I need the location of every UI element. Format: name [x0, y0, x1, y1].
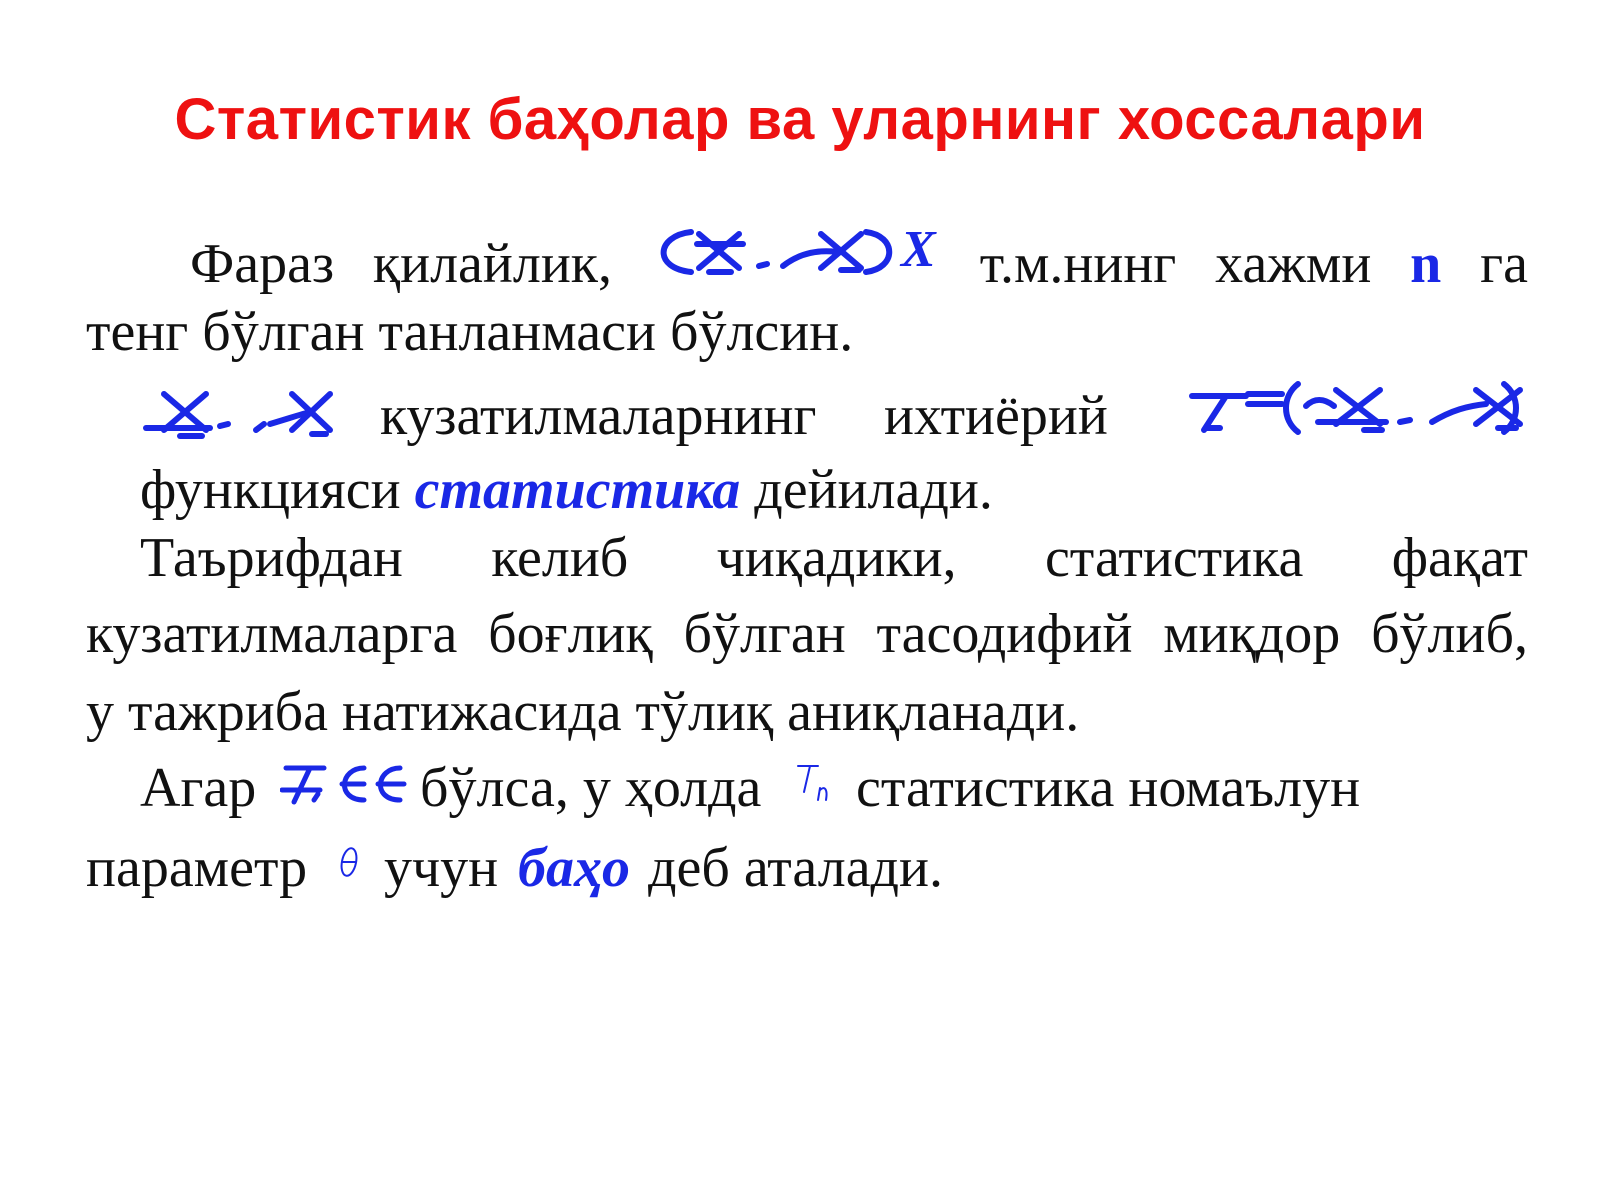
term-estimate: баҳо	[518, 837, 630, 899]
para3-word: фақат	[1391, 527, 1528, 589]
para3-word: миқдор	[1163, 603, 1341, 665]
para2-word: ихтиёрий	[884, 385, 1108, 447]
observations-formula	[140, 384, 340, 444]
para1-word: қилайлик,	[372, 233, 612, 295]
para3-word: бўлиб,	[1371, 603, 1528, 665]
para4-line1	[140, 757, 1528, 820]
theta-symbol-graphic	[334, 842, 364, 886]
observations-formula-graphic	[140, 384, 340, 444]
para4-word: бўлса, у ҳолда	[420, 757, 762, 819]
para2-word: кузатилмаларнинг	[380, 385, 817, 447]
term-statistics: статистика	[414, 459, 741, 521]
para1-word: хажми	[1215, 233, 1372, 295]
para4-text: параметр	[86, 837, 308, 899]
para1-line1	[190, 222, 1528, 295]
para1-line2: тенг бўлган танланмаси бўлсин.	[86, 301, 854, 363]
para4-line2	[86, 837, 1086, 900]
variable-n: n	[1410, 233, 1442, 295]
para3-line1	[140, 527, 1528, 589]
sample-formula-graphic	[651, 222, 941, 282]
para1-word: Фараз	[190, 233, 335, 295]
para4-word: Агар	[140, 757, 257, 819]
statistic-formula	[1186, 376, 1528, 440]
para4-text: деб аталади.	[648, 837, 944, 899]
theta-symbol	[334, 842, 364, 886]
para3-word: келиб	[491, 527, 629, 589]
para3-word: статистика	[1044, 527, 1304, 589]
para3-word: чиқадики,	[716, 527, 957, 589]
para1-word: га	[1480, 233, 1528, 295]
tn-symbol	[794, 758, 834, 808]
para2-line1	[140, 384, 1528, 447]
tn-in-theta-formula-graphic	[280, 756, 410, 816]
para3-line2	[86, 603, 1528, 665]
statistic-formula-graphic	[1186, 376, 1528, 440]
para3-word: боғлиқ	[488, 603, 653, 665]
sample-formula-x: X	[900, 222, 936, 278]
para3-word: тасодифий	[876, 603, 1133, 665]
tn-symbol-graphic	[794, 758, 834, 808]
para3-word: кузатилмаларга	[86, 603, 458, 665]
para2-text: дейилади.	[740, 459, 993, 521]
para4-word: статистика номаълун	[856, 757, 1361, 819]
para2-text: функцияси	[140, 459, 415, 521]
para2-line2	[140, 459, 993, 521]
para4-text: учун	[384, 837, 499, 899]
sample-formula	[651, 222, 941, 282]
tn-in-theta-formula	[280, 756, 410, 816]
para1-word: т.м.нинг	[979, 233, 1177, 295]
para3-line3: у тажриба натижасида тўлиқ аниқланади.	[86, 681, 1080, 743]
para3-word: Таърифдан	[140, 527, 403, 589]
slide-title: Статистик баҳолар ва уларнинг хоссалари	[174, 87, 1426, 152]
para3-word: бўлган	[683, 603, 846, 665]
